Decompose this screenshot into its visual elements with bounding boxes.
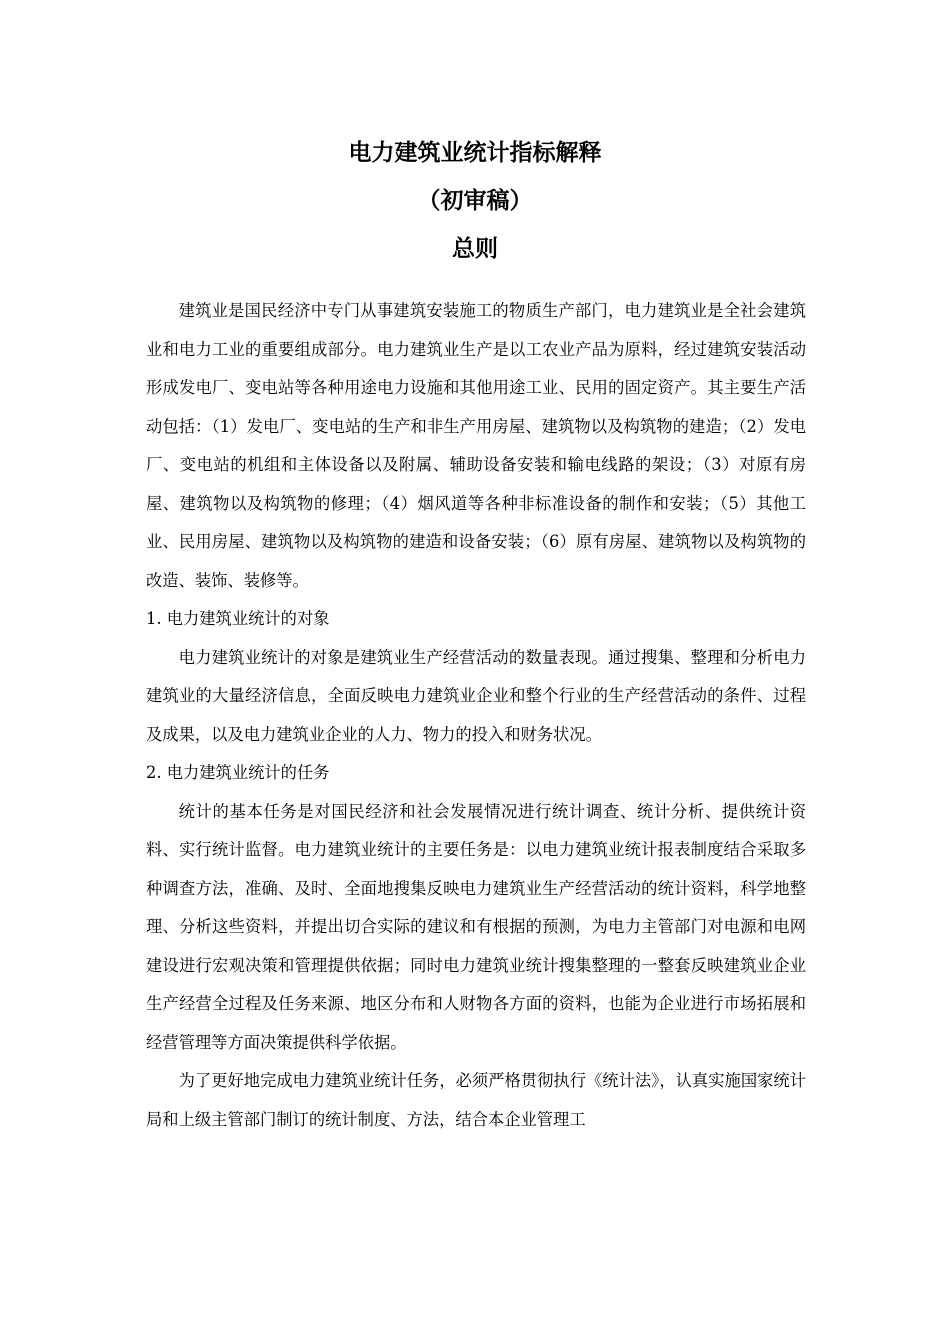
paragraph-implementation: 为了更好地完成电力建筑业统计任务，必须严格贯彻执行《统计法》，认真实施国家统计局和上级主管部门制订的统计制度、方法，结合本企业管理工 — [146, 1071, 806, 1129]
document-title: 电力建筑业统计指标解释 — [348, 139, 602, 166]
paragraph-statistics-object: 电力建筑业统计的对象是建筑业生产经营活动的数量表现。通过搜集、整理和分析电力建筑业的大量经济信息，全面反映电力建筑业企业和整个行业的生产经营活动的条件、过程及成果，以及电力建筑业企业的人力、物力的投入和财务状况。 — [146, 647, 806, 744]
heading-statistics-object: 1. 电力建筑业统计的对象 — [146, 609, 330, 628]
document-body — [146, 292, 806, 1139]
paragraph-statistics-task: 统计的基本任务是对国民经济和社会发展情况进行统计调查、统计分析、提供统计资料、实行统计监督。电力建筑业统计的主要任务是：以电力建筑业统计报表制度结合采取多种调查方法，准确、及时、全面地搜集反映电力建筑业生产经营活动的统计资料，科学地整理、分析这些资料，并提出切合实际的建议和有根据的预测，为电力主管部门对电源和电网建设进行宏观决策和管理提供依据；同时电力建筑业统计搜集整理的一整套反映建筑业企业生产经营全过程及任务来源、地区分布和人财物各方面的资料，也能为企业进行市场拓展和经营管理等方面决策提供科学依据。 — [146, 801, 806, 1052]
heading-statistics-task: 2. 电力建筑业统计的任务 — [146, 763, 330, 782]
intro-paragraph: 建筑业是国民经济中专门从事建筑安装施工的物质生产部门，电力建筑业是全社会建筑业和电力工业的重要组成部分。电力建筑业生产是以工农业产品为原料，经过建筑安装活动形成发电厂、变电站等各种用途电力设施和其他用途工业、民用的固定资产。其主要生产活动包括：（1）发电厂、变电站的生产和非生产用房屋、建筑物以及构筑物的建造；（2）发电厂、变电站的机组和主体设备以及附属、辅助设备安装和输电线路的架设；（3）对原有房屋、建筑物以及构筑物的修理；（4）烟风道等各种非标准设备的制作和安装；（5）其他工业、民用房屋、建筑物以及构筑物的建造和设备安装；（6）原有房屋、建筑物以及构筑物的改造、装饰、装修等。 — [146, 301, 806, 590]
document-subtitle: （初审稿） — [417, 187, 533, 214]
section-title: 总则 — [452, 235, 498, 262]
